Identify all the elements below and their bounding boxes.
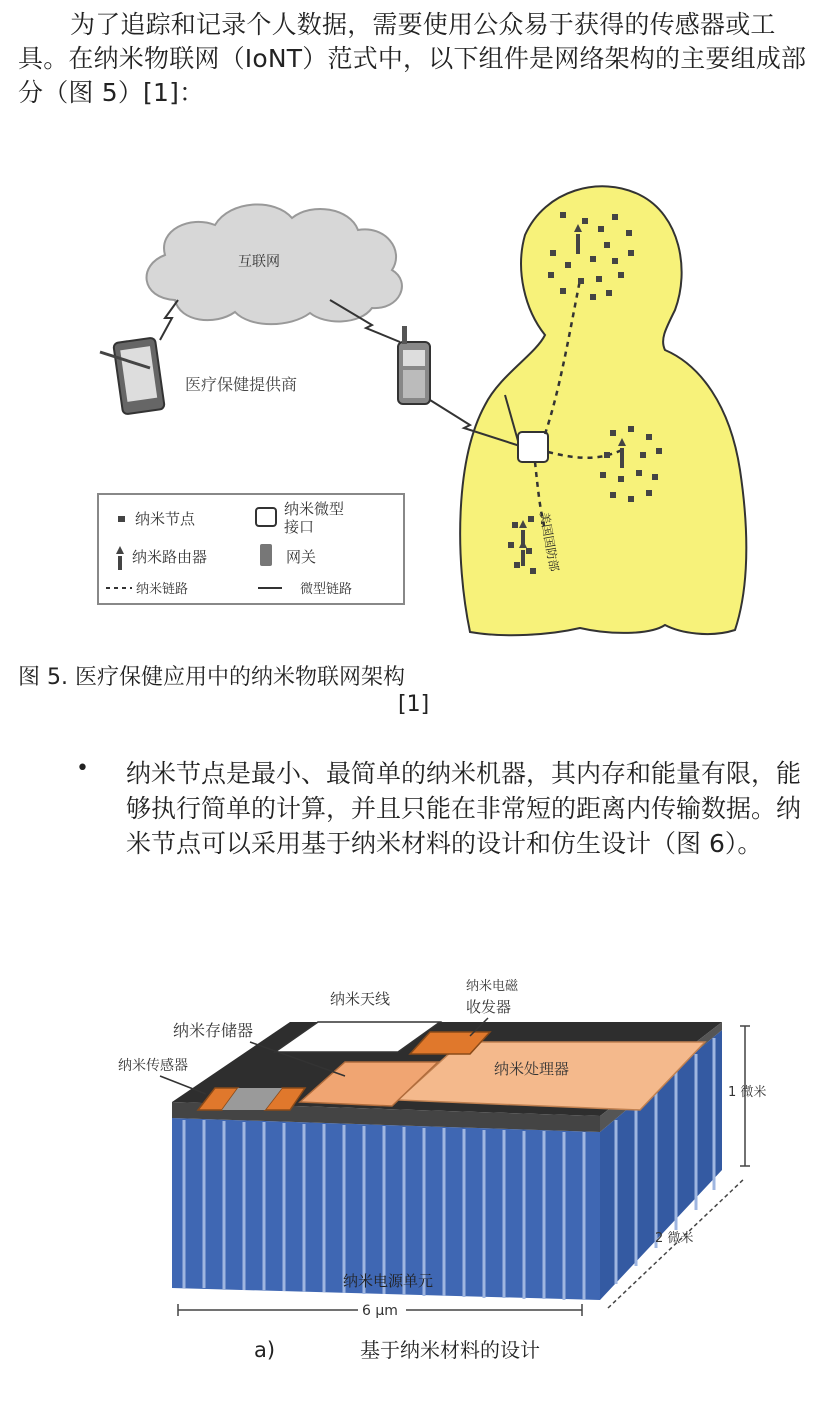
legend-interface-swatch bbox=[256, 508, 276, 526]
sensor-label: 纳米传感器 bbox=[118, 1058, 188, 1074]
legend-nano-interface-2: 接口 bbox=[284, 518, 315, 536]
tablet-cloud-link bbox=[160, 300, 178, 340]
human-body-silhouette bbox=[460, 186, 746, 635]
bullet-marker: • bbox=[76, 756, 89, 781]
bullet-text: 纳米节点是最小、最简单的纳米机器，其内存和能量有限，能够执行简单的计算，并且只能在非常短的距离内传输数据。纳米节点可以采用基于纳米材料的设计和仿生设计（图 6）。 bbox=[126, 759, 802, 858]
intro-text: 为了追踪和记录个人数据，需要使用公众易于获得的传感器或工具。在纳米物联网（IoNT）范式中，以下组件是网络架构的主要组成部分（图 5）[1]： bbox=[18, 10, 807, 107]
legend-nano-node: 纳米节点 bbox=[135, 510, 196, 528]
nano-micro-interface bbox=[518, 432, 548, 462]
antenna-label: 纳米天线 bbox=[330, 990, 391, 1008]
depth-label: 2 微米 bbox=[655, 1231, 694, 1246]
legend-node-swatch bbox=[118, 516, 125, 522]
em-label-1: 纳米电磁 bbox=[466, 979, 519, 994]
legend-micro-link: 微型链路 bbox=[300, 582, 353, 597]
em-label-2: 收发器 bbox=[466, 998, 512, 1016]
height-label: 1 微米 bbox=[728, 1085, 767, 1100]
figure-5-diagram bbox=[0, 130, 828, 650]
figure-6-sublabel: a) bbox=[254, 1338, 276, 1362]
memory-label: 纳米存储器 bbox=[173, 1021, 254, 1040]
gateway-phone-icon bbox=[398, 326, 430, 404]
cloud-label: 互联网 bbox=[238, 254, 280, 270]
processor-label: 纳米处理器 bbox=[494, 1060, 570, 1078]
legend-nano-link: 纳米链路 bbox=[136, 582, 189, 597]
figure-5-ref: [1] bbox=[398, 692, 430, 717]
power-unit-label: 纳米电源单元 bbox=[343, 1272, 434, 1290]
legend-gateway: 网关 bbox=[286, 548, 317, 566]
tablet-icon bbox=[100, 337, 165, 414]
legend-gateway-icon bbox=[260, 544, 272, 566]
figure-6-caption: 基于纳米材料的设计 bbox=[360, 1338, 540, 1362]
width-label: 6 μm bbox=[362, 1303, 398, 1319]
legend-nano-router: 纳米路由器 bbox=[132, 548, 208, 566]
legend-nano-interface-1: 纳米微型 bbox=[284, 500, 345, 518]
dod-label: 美国国防部 bbox=[537, 511, 562, 573]
figure-6-diagram bbox=[0, 970, 828, 1401]
nano-sensor-part bbox=[198, 1088, 305, 1110]
figure-5-legend bbox=[98, 494, 404, 604]
figure-5-caption: 图 5. 医疗保健应用中的纳米物联网架构 bbox=[18, 665, 405, 690]
intro-paragraph bbox=[18, 8, 814, 110]
provider-label: 医疗保健提供商 bbox=[185, 375, 298, 394]
